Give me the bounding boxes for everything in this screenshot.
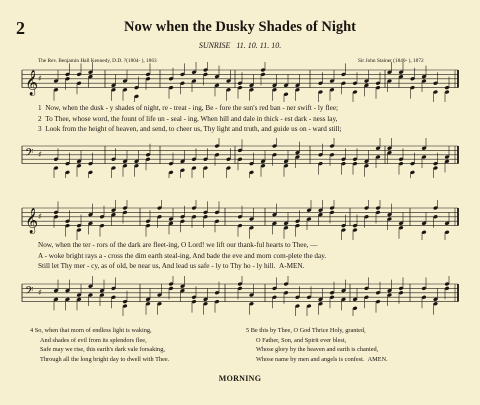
treble-staff-1 <box>0 62 480 102</box>
verse-block-1 <box>38 104 458 136</box>
verse-text: Now, when the dusk - y shades of night, re - treat - ing, Be - fore the sun's red ban - ner swift - ly flee; <box>45 104 339 112</box>
hymn-title: Now when the Dusky Shades of Night <box>123 19 357 35</box>
verse-number: 1 <box>38 104 42 112</box>
svg-text:𝄢: 𝄢 <box>25 146 34 162</box>
verse-text: Now, when the ter - rors of the dark are fleet-ing, O Lord! we lift our thank-ful hearts to Thee, — <box>38 241 318 249</box>
author-music: Sir John Stainer (1840- ), 1872 <box>358 58 424 64</box>
verse-block-2 <box>38 241 458 273</box>
amen-label: A-MEN. <box>279 262 305 270</box>
verse-line <box>38 125 341 133</box>
svg-text:♯: ♯ <box>38 287 42 297</box>
verse-line <box>38 252 326 260</box>
tune-meter: 11. 10. 11. 10. <box>236 41 282 50</box>
stanza-line: 4 So, when that morn of endless light is waking, <box>30 327 152 334</box>
verse-line <box>38 115 337 123</box>
verse-text: Look from the height of heaven, and send, to cheer us, Thy light and truth, and guide us on - ward still; <box>45 125 342 133</box>
stanza-line: And shades of evil from its splendors flee, <box>40 336 147 344</box>
svg-text:𝄞: 𝄞 <box>25 70 39 96</box>
page-number: 2 <box>16 18 25 38</box>
verse-line <box>38 241 317 249</box>
verse-number: 2 <box>38 114 42 123</box>
stanza-number: 5 <box>246 327 250 334</box>
svg-text:♯: ♯ <box>38 149 42 159</box>
bass-staff-2 <box>0 276 480 316</box>
treble-staff-2 <box>0 200 480 240</box>
verse-line <box>38 104 338 112</box>
svg-text:𝄢: 𝄢 <box>25 284 34 300</box>
stanza-number: 4 <box>30 327 34 334</box>
bass-staff-1 <box>0 138 480 178</box>
stanza-line: O Father, Son, and Spirit ever blest, <box>256 336 347 344</box>
verse-text: Still let Thy mer - cy, as of old, be near us, And lead us safe - ly to Thy ho - ly hill. <box>38 262 276 270</box>
next-tune-title: MORNING <box>218 374 262 383</box>
stanza-line: Through all the long bright day to dwell with Thee. <box>40 356 170 364</box>
amen-label: AMEN. <box>367 356 388 364</box>
stanza-line: Whose name by men and angels is confest. AMEN. <box>256 356 388 364</box>
svg-text:♯: ♯ <box>38 73 42 83</box>
stanza-line: Whose glory by the heaven and earth is chanted, <box>256 346 379 354</box>
stanza-line: 5 Be this by Thee, O God Thrice Holy, granted, <box>246 327 366 334</box>
verse-text: To Thee, whose word, the fount of life un - seal - ing, When hill and dale in thick - est dark - ness lay, <box>45 114 338 123</box>
tune-line <box>0 41 480 50</box>
verse-line <box>38 262 304 270</box>
svg-text:𝄞: 𝄞 <box>25 208 39 234</box>
stanza-line: Safe may we rise, this earth's dark vale forsaking, <box>40 346 165 354</box>
verse-text: A - woke bright rays a - cross the dim earth steal-ing, And bade the eve and morn com-plete the day. <box>38 251 327 260</box>
author-words: The Rev. Benjamin Hall Kennedy, D.D. ?(1804- ), 1863 <box>38 58 157 64</box>
verse-number: 3 <box>38 125 42 133</box>
svg-text:♯: ♯ <box>38 211 42 221</box>
stanza-4 <box>30 326 169 365</box>
tune-name: SUNRISE <box>198 41 231 50</box>
stanza-5 <box>246 326 388 365</box>
